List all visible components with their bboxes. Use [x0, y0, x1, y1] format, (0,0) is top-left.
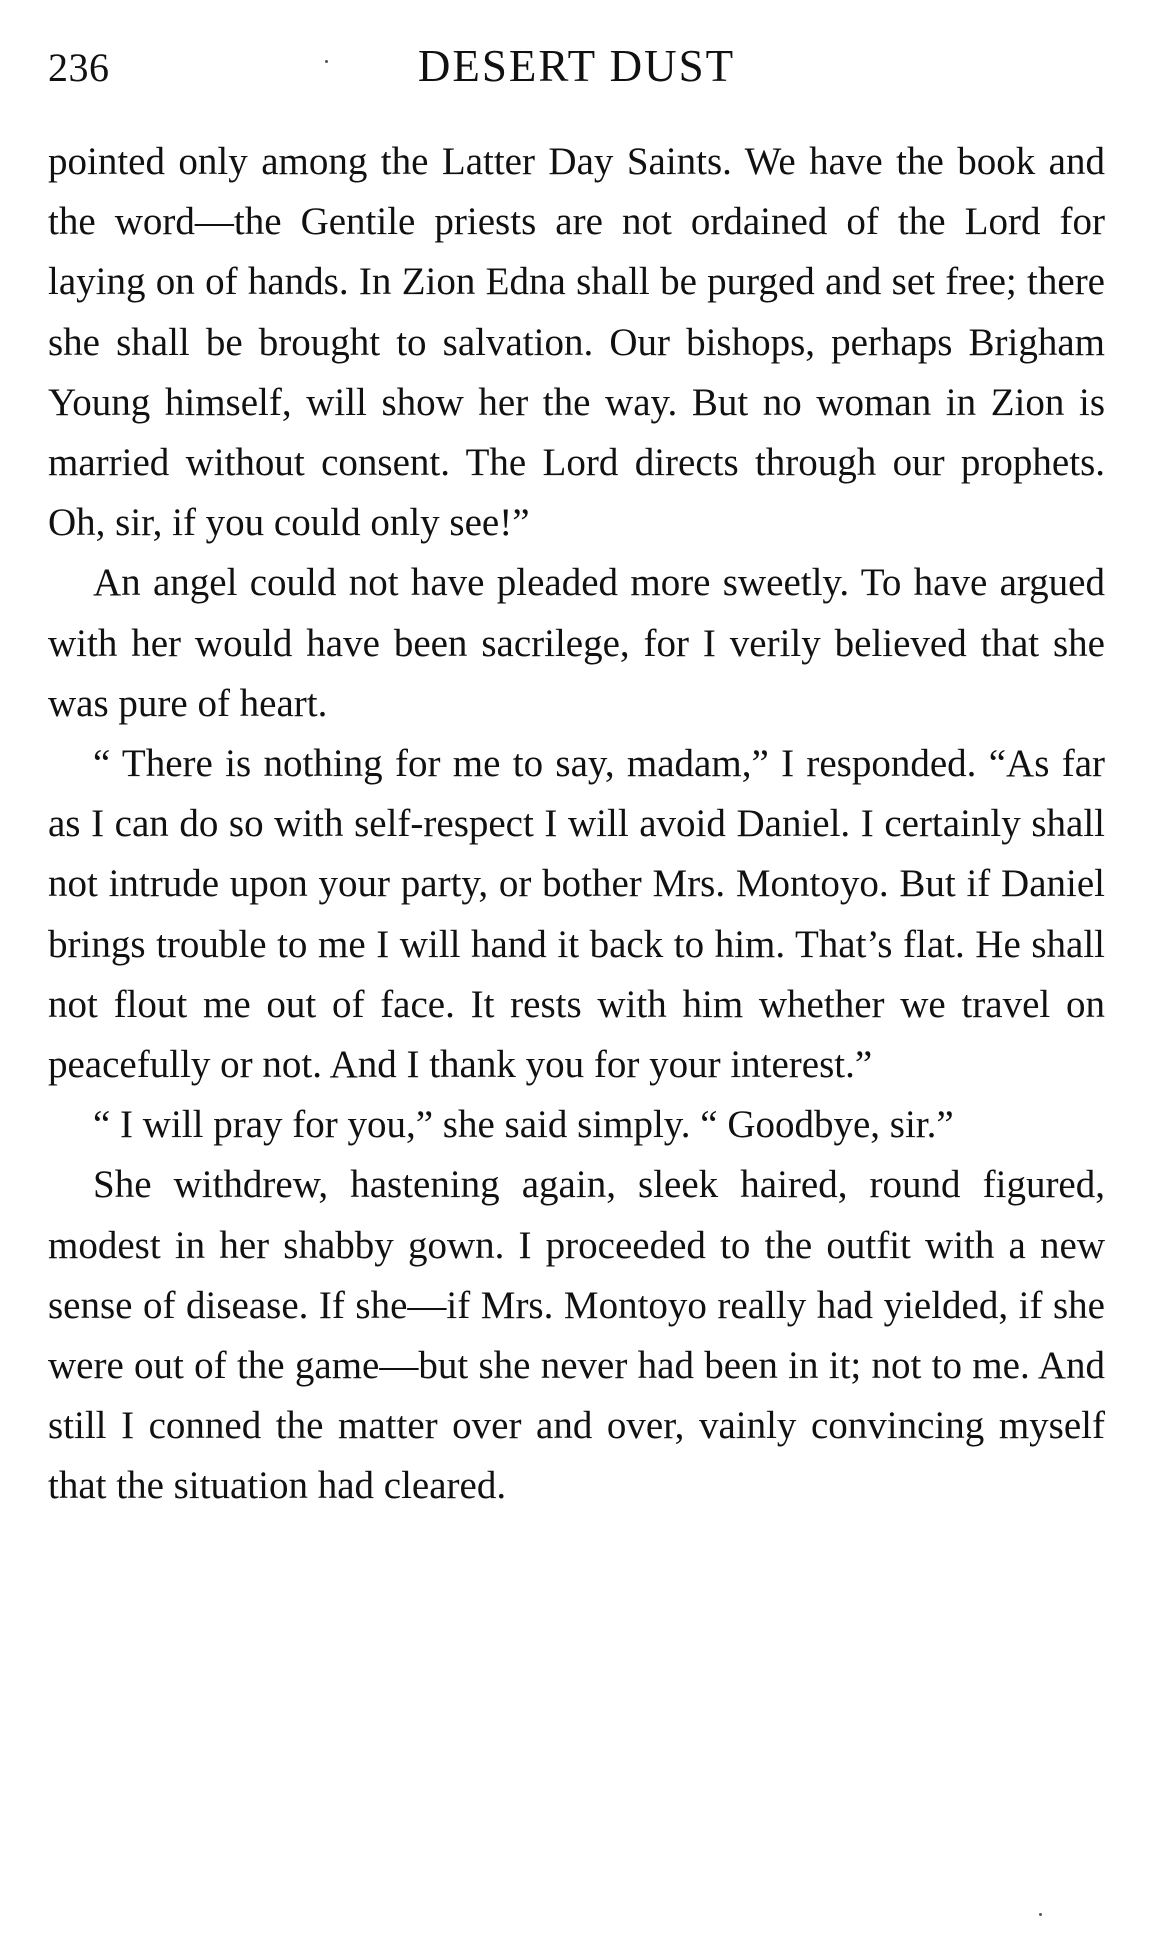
running-head [48, 32, 1105, 102]
book-title: DESERT DUST [417, 41, 736, 91]
paragraph: “ I will pray for you,” she said simply. “ Goodbye, sir.” [93, 1103, 954, 1147]
print-speck [325, 60, 328, 63]
paragraph-continued: pointed only among the Latter Day Saints. We have the book and the word—the Gentile priests are not ordained of the Lord for laying on of hands. In Zion Edna shall be purged and set free; there she shall be brought to salvation. Our bishops, perhaps Brigham Young himself, will show her the way. But no woman in Zion is married without consent. The Lord directs through our prophets. Oh, sir, if you could only see!” [48, 140, 1105, 545]
body-text [48, 132, 1105, 1517]
paragraph: She withdrew, hastening again, sleek haired, round figured, modest in her shabby gown. I proceeded to the outfit with a new sense of disease. If she—if Mrs. Montoyo really had yielded, if she were out of the game—but she never had been in it; not to me. And still I conned the matter over and over, vainly convincing myself that the situation had cleared. [48, 1163, 1105, 1508]
page-number: 236 [48, 45, 110, 90]
paragraph: “ There is nothing for me to say, madam,” I responded. “As far as I can do so with self-respect I will avoid Daniel. I certainly shall not intrude upon your party, or bother Mrs. Montoyo. But if Daniel brings trouble to me I will hand it back to him. That’s flat. He shall not flout me out of face. It rests with him whether we travel on peacefully or not. And I thank you for your interest.” [48, 742, 1105, 1087]
paragraph: An angel could not have pleaded more sweetly. To have argued with her would have been sacrilege, for I verily believed that she was pure of heart. [48, 561, 1105, 725]
print-speck [1039, 1913, 1042, 1916]
